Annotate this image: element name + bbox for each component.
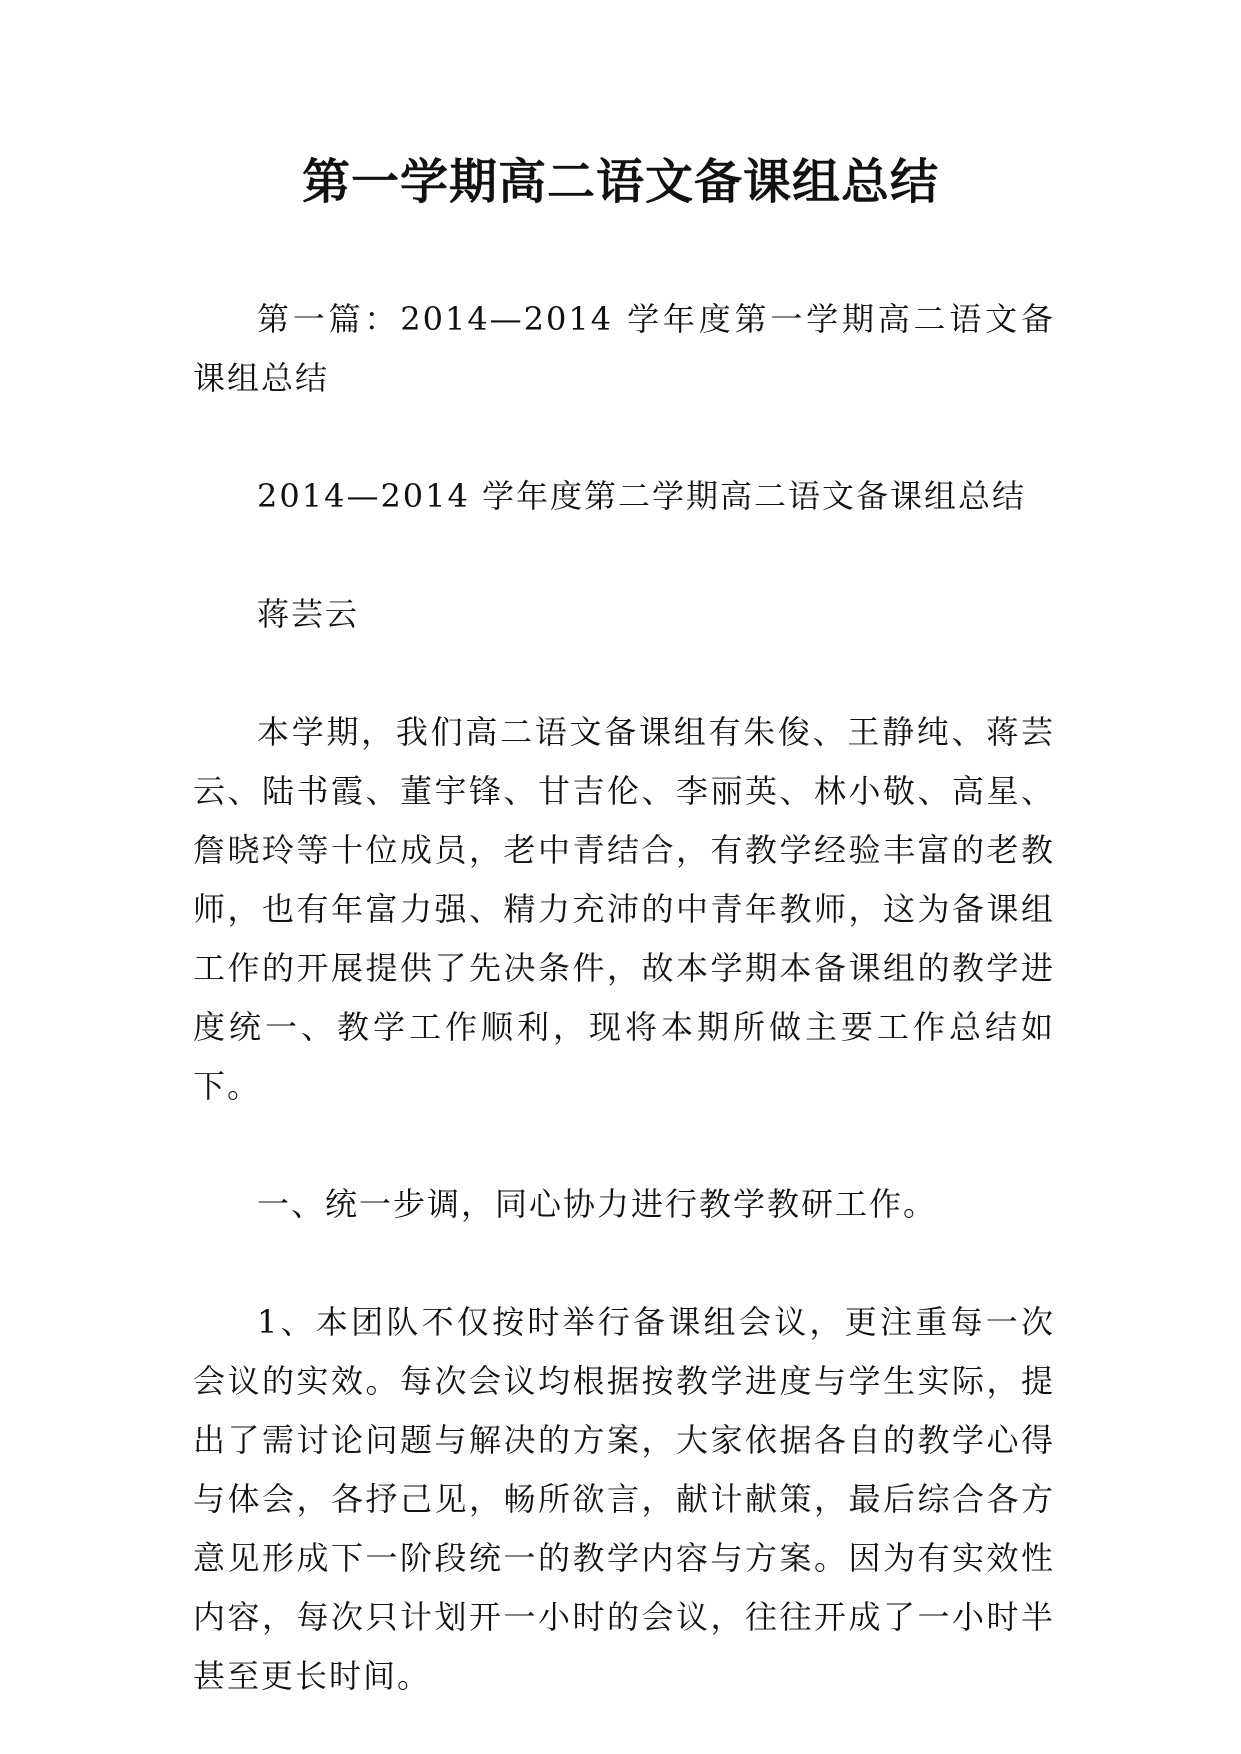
document-title: 第一学期高二语文备课组总结 <box>301 154 939 210</box>
body-paragraph: 1、本团队不仅按时举行备课组会议，更注重每一次会议的实效。每次会议均根据按教学进度与学生实际，提出了需讨论问题与解决的方案，大家依据各自的教学心得与体会，各抒己见，畅所欲言，献计献策，最后综合各方意见形成下一阶段统一的教学内容与方案。因为有实效性内容，每次只计划开一小时的会议，往往开成了一小时半甚至更长时间。 <box>193 1303 1055 1695</box>
document-body <box>193 290 1055 1706</box>
author-name: 蒋芸云 <box>257 595 360 633</box>
section-heading: 第一篇：2014—2014 学年度第一学期高二语文备课组总结 <box>193 300 1055 397</box>
intro-paragraph: 本学期，我们高二语文备课组有朱俊、王静纯、蒋芸云、陆书霞、董宇锋、甘吉伦、李丽英、林小敬、高星、詹晓玲等十位成员，老中青结合，有教学经验丰富的老教师，也有年富力强、精力充沛的中青年教师，这为备课组工作的开展提供了先决条件，故本学期本备课组的教学进度统一、教学工作顺利，现将本期所做主要工作总结如下。 <box>193 713 1055 1105</box>
subtitle-paragraph: 2014—2014 学年度第二学期高二语文备课组总结 <box>257 477 1027 515</box>
point-heading: 一、统一步调，同心协力进行教学教研工作。 <box>257 1185 938 1223</box>
